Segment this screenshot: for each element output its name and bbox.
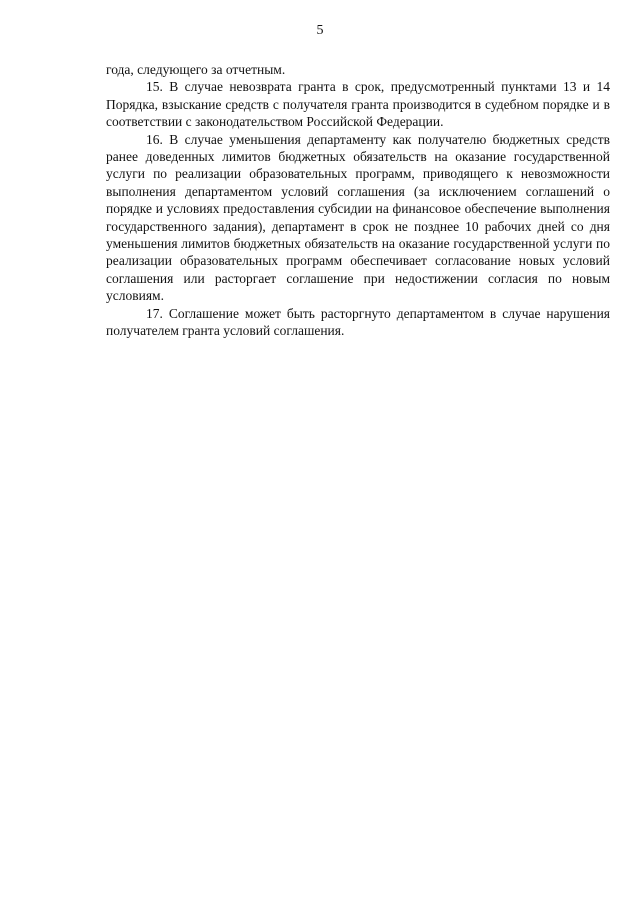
paragraph-17: 17. Соглашение может быть расторгнуто департаментом в случае нарушения получателем гранта условий соглашения. <box>106 305 610 339</box>
paragraph-16: 16. В случае уменьшения департаменту как получателю бюджетных средств ранее доведенных лимитов бюджетных обязательств на оказание государственной услуги по реализации образовательных программ, приводящего к невозможности выполнения департаментом условий соглашения (за исключением соглашений о порядке и условиях предоставления субсидии на финансовое обеспечение выполнения государственного задания), департамент в срок не позднее 10 рабочих дней со дня уменьшения лимитов бюджетных обязательств на оказание государственной услуги по реализации образовательных программ обеспечивает согласование новых условий соглашения или расторгает соглашение при недостижении согласия по новым условиям. <box>106 131 610 304</box>
paragraph-15: 15. В случае невозврата гранта в срок, предусмотренный пунктами 13 и 14 Порядка, взыскание средств с получателя гранта производится в судебном порядке и в соответствии с законодательством Российской Федерации. <box>106 79 610 130</box>
paragraph-continuation: года, следующего за отчетным. <box>106 62 286 77</box>
document-body <box>106 61 610 340</box>
page-number: 5 <box>316 23 324 38</box>
